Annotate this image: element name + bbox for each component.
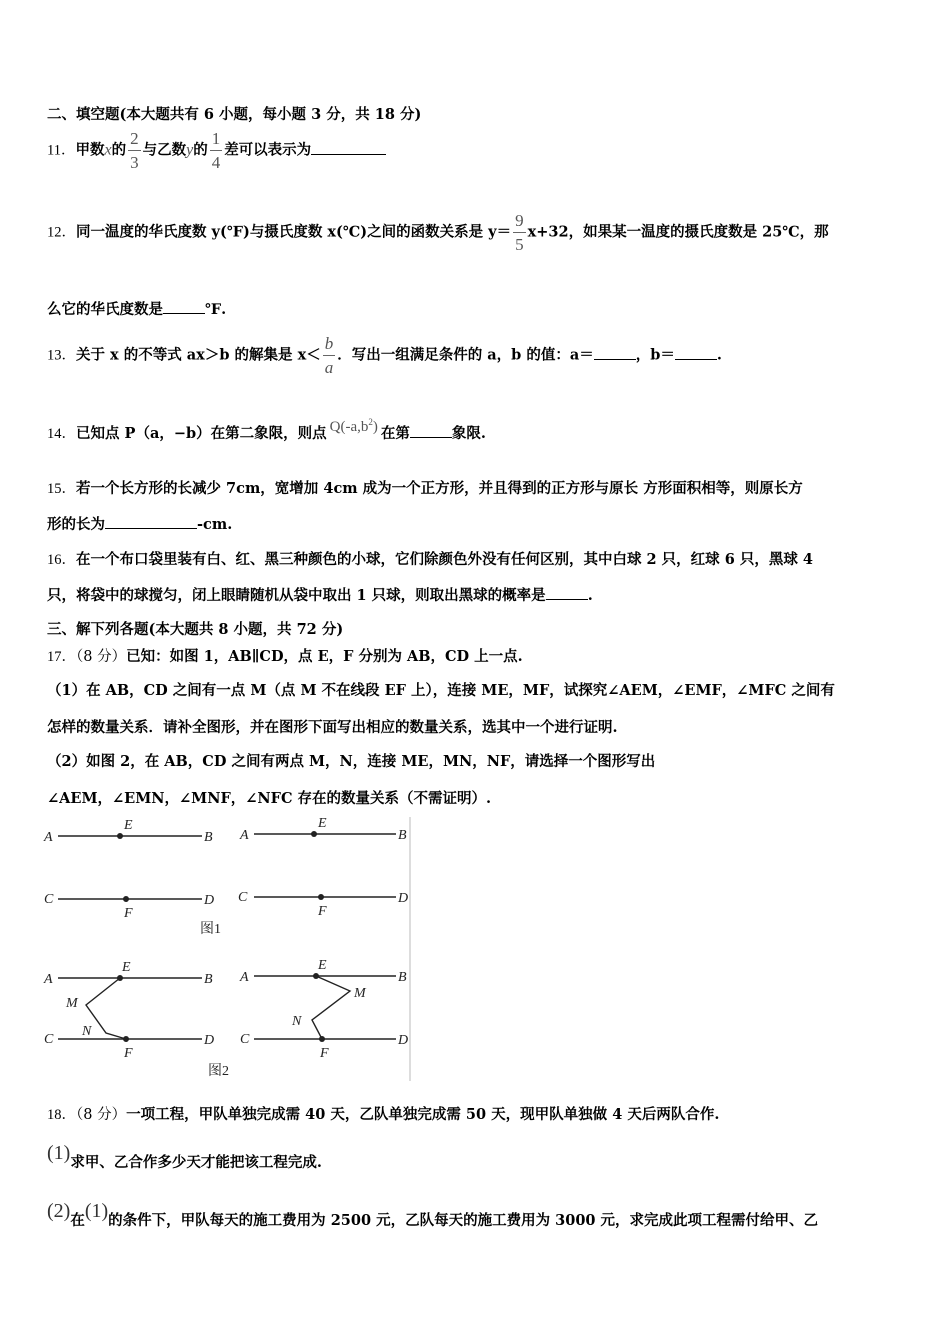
label-b: B [398,970,407,985]
question-16: 16．在一个布口袋里装有白、红、黑三种颜色的小球，它们除颜色外没有任何区别，其中白球 2 只，红球 6 只，黑球 4 [47,551,814,568]
label-b: B [204,972,213,987]
part-2-marker: (2) [47,1200,71,1222]
question-18: 18．（8 分）一项工程，甲队单独完成需 40 天，乙队单独完成需 50 天，现甲队单独做 4 天后两队合作. [47,1106,720,1123]
label-a: A [44,972,53,987]
label-b: B [398,828,407,843]
question-17-part-2-cont: ∠AEM，∠EMN，∠MNF，∠NFC 存在的数量关系（不需证明）. [47,790,492,807]
label-f: F [318,904,327,919]
label-f: F [124,1046,133,1061]
question-14: 14．已知点 P（a，−b）在第二象限，则点 $Q(-a,b^2)$ 在第 象限. [47,417,486,442]
answer-blank[interactable] [546,587,588,600]
question-15: 15．若一个长方形的长减少 7cm，宽增加 4cm 成为一个正方形，并且得到的正方形与原长 方形面积相等，则原长方 [47,480,803,497]
question-11: 11．甲数x的 $\frac{2}{3}$ 与乙数y的 $\frac{1}{4}$ 差可以表示为 [47,130,386,171]
fraction-two-thirds: $\frac{2}{3}$ [130,129,139,172]
answer-blank[interactable] [163,301,205,314]
label-e: E [122,960,131,975]
question-12-line-2: 么它的华氏度数是 ℉. [47,301,227,318]
question-number: 11． [47,142,76,159]
point-q-formula: $Q(-a,b^2)$ [329,417,378,435]
answer-blank-b[interactable] [675,347,717,360]
question-15-line-2: 形的长为 -cm. [47,516,233,533]
fraction-b-over-a: $\frac{b}{a}$ [324,334,334,377]
answer-blank-a[interactable] [594,347,636,360]
section-2-heading: 二、填空题(本大题共有 6 小题，每小题 3 分，共 18 分) [47,106,422,123]
figure-1-right [238,816,408,919]
question-17: 17．（8 分）已知：如图 1，AB∥CD，点 E，F 分别为 AB，CD 上一点. [47,648,523,665]
part-1-reference: (1) [84,1200,109,1222]
answer-blank[interactable] [105,516,197,529]
label-m: M [66,996,78,1011]
label-n: N [82,1024,92,1039]
label-d: D [204,1033,215,1048]
label-f: F [124,906,133,921]
label-e: E [318,958,327,973]
figure-2-right [239,958,408,1061]
label-c: C [44,892,54,907]
question-17-part-1: （1）在 AB，CD 之间有一点 M（点 M 不在线段 EF 上），连接 ME，MF，试探究∠AEM，∠EMF，∠MFC 之间有 [47,682,835,699]
figure-1-caption: 图1 [200,922,221,937]
label-c: C [238,890,248,905]
geometry-figure [40,813,420,1087]
label-e: E [318,816,327,831]
answer-blank[interactable] [311,142,386,155]
fraction-nine-fifths: $\frac{9}{5}$ [515,211,524,254]
label-c: C [240,1032,250,1047]
question-12: 12．同一温度的华氏度数 y(℉)与摄氏度数 x(℃)之间的函数关系是 y＝ $\frac{9}{5}$ x+32，如果某一温度的摄氏度数是 25℃，那 [47,211,829,254]
label-n: N [292,1014,302,1029]
section-3-heading: 三、解下列各题(本大题共 8 小题，共 72 分) [47,621,344,638]
fraction-one-quarter: $\frac{1}{4}$ [211,129,221,172]
question-16-line-2: 只，将袋中的球搅匀，闭上眼睛随机从袋中取出 1 只球，则取出黑球的概率是 . [47,587,593,604]
part-1-marker: (1) [47,1142,71,1164]
question-13: 13．关于 x 的不等式 ax＞b 的解集是 x＜ $\frac{b}{a}$ ．写出一组满足条件的 a，b 的值：a＝ ，b＝ . [47,334,722,377]
figure-2-caption: 图2 [208,1064,229,1079]
question-18-part-1: (1)求甲、乙合作多少天才能把该工程完成. [47,1142,322,1171]
label-e: E [124,818,133,833]
label-f: F [320,1046,329,1061]
label-a: A [44,830,53,845]
label-a: A [240,828,249,843]
label-m: M [354,986,366,1001]
figure-1-left [43,818,214,921]
label-d: D [204,893,215,908]
figure-2-left [43,960,214,1061]
label-d: D [398,1033,409,1048]
answer-blank[interactable] [410,425,452,438]
question-17-part-1-cont: 怎样的数量关系．请补全图形，并在图形下面写出相应的数量关系，选其中一个进行证明. [47,719,618,736]
label-b: B [204,830,213,845]
question-18-part-2: (2)在(1)的条件下，甲队每天的施工费用为 2500 元，乙队每天的施工费用为 3000 元，求完成此项工程需付给甲、乙 [47,1200,819,1229]
question-17-part-2: （2）如图 2，在 AB，CD 之间有两点 M，N，连接 ME，MN，NF，请选择一个图形写出 [47,753,656,770]
label-a: A [240,970,249,985]
label-c: C [44,1032,54,1047]
label-d: D [398,891,409,906]
